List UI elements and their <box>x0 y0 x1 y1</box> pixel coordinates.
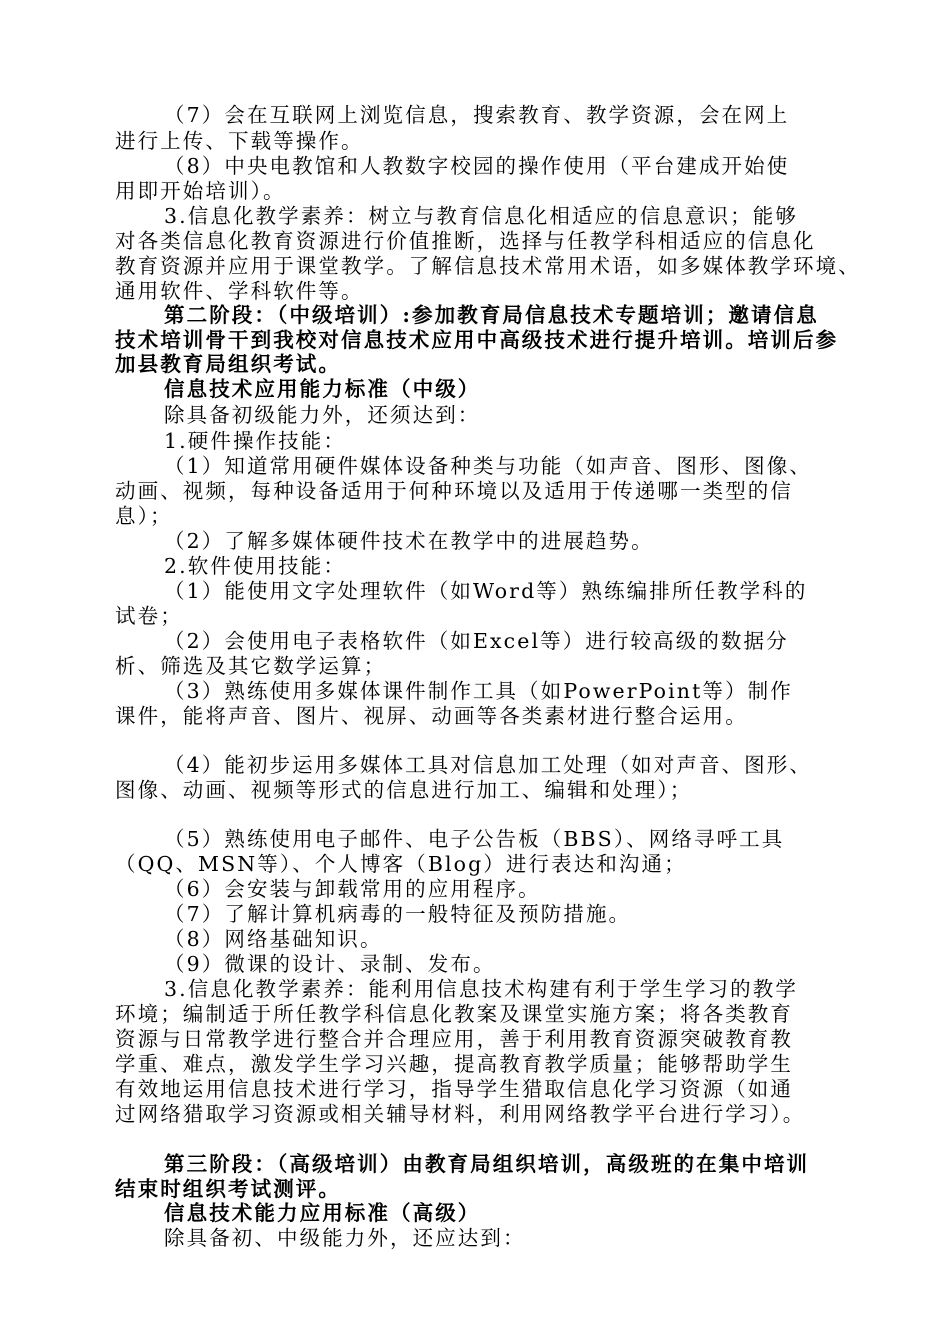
paragraph-line: （8）中央电教馆和人教数字校园的操作使用（平台建成开始使 <box>164 154 790 178</box>
section-heading-line: 第三阶段：（高级培训）由教育局组织培训，高级班的在集中培训 <box>164 1152 810 1176</box>
paragraph-line: 除具备初、中级能力外，还应达到： <box>164 1226 526 1250</box>
paragraph-line: 通用软件、学科软件等。 <box>115 279 364 303</box>
paragraph-line: （7）会在互联网上浏览信息，搜索教育、教学资源，会在网上 <box>164 103 790 127</box>
paragraph-line: （3）熟练使用多媒体课件制作工具（如PowerPoint等）制作 <box>164 679 793 703</box>
paragraph-line: 学重、难点，激发学生学习兴趣，提高教育教学质量；能够帮助学生 <box>115 1052 793 1076</box>
paragraph-line: 息）； <box>115 504 173 528</box>
paragraph-line: 资源与日常教学进行整合并合理应用，善于利用教育资源突破教育教 <box>115 1027 793 1051</box>
section-heading-line: 结束时组织考试测评。 <box>115 1177 341 1201</box>
paragraph-line: （QQ、MSN等）、个人博客（Blog）进行表达和沟通； <box>115 852 687 876</box>
paragraph-line: 有效地运用信息技术进行学习，指导学生猎取信息化学习资源（如通 <box>115 1077 793 1101</box>
paragraph-line: 进行上传、下载等操作。 <box>115 129 364 153</box>
paragraph-line: 教育资源并应用于课堂教学。了解信息技术常用术语，如多媒体教学环境、 <box>115 254 861 278</box>
paragraph-line: （2）了解多媒体硬件技术在教学中的进展趋势。 <box>164 529 654 553</box>
paragraph-line: 3.信息化教学素养：能利用信息技术构建有利于学生学习的教学 <box>164 977 798 1001</box>
paragraph-line: （8）网络基础知识。 <box>164 927 383 951</box>
paragraph-line: 课件，能将声音、图片、视屏、动画等各类素材进行整合运用。 <box>115 704 748 728</box>
paragraph-line: 环境；编制适于所任教学科信息化教案及课堂实施方案；将各类教育 <box>115 1002 793 1026</box>
paragraph-line: （1）知道常用硬件媒体设备种类与功能（如声音、图形、图像、 <box>164 454 812 478</box>
paragraph-line: 过网络猎取学习资源或相关辅导材料，利用网络教学平台进行学习）。 <box>115 1102 806 1126</box>
standard-heading: 信息技术能力应用标准（高级） <box>164 1201 481 1225</box>
standard-heading: 信息技术应用能力标准（中级） <box>164 377 481 401</box>
paragraph-line: 1.硬件操作技能： <box>164 429 346 453</box>
paragraph-line: 用即开始培训）。 <box>115 179 286 203</box>
paragraph-line: 试卷； <box>115 604 183 628</box>
paragraph-line: 对各类信息化教育资源进行价值推断，选择与任教学科相适应的信息化 <box>115 229 816 253</box>
section-heading-line: 加县教育局组织考试。 <box>115 352 341 376</box>
paragraph-line: 析、筛选及其它数学运算； <box>115 654 387 678</box>
paragraph-line: （7）了解计算机病毒的一般特征及预防措施。 <box>164 902 632 926</box>
section-heading-line: 技术培训骨干到我校对信息技术应用中高级技术进行提升培训。培训后参 <box>115 328 839 352</box>
section-heading-line: 第二阶段：（中级培训）:参加教育局信息技术专题培训；邀请信息 <box>164 303 819 327</box>
paragraph-line: 除具备初级能力外，还须达到： <box>164 403 481 427</box>
paragraph-line: （1）能使用文字处理软件（如Word等）熟练编排所任教学科的 <box>164 579 808 603</box>
paragraph-line: （9）微课的设计、录制、发布。 <box>164 952 496 976</box>
paragraph-line: （2）会使用电子表格软件（如Excel等）进行较高级的数据分 <box>164 629 789 653</box>
paragraph-line: 图像、动画、视频等形式的信息进行加工、编辑和处理）； <box>115 778 693 802</box>
paragraph-line: 动画、视频，每种设备适用于何种环境以及适用于传递哪一类型的信 <box>115 479 793 503</box>
paragraph-line: （4）能初步运用多媒体工具对信息加工处理（如对声音、图形、 <box>164 753 812 777</box>
paragraph-line: （6）会安装与卸载常用的应用程序。 <box>164 877 541 901</box>
paragraph-line: 2.软件使用技能： <box>164 554 346 578</box>
paragraph-line: （5）熟练使用电子邮件、电子公告板（BBS）、网络寻呼工具 <box>164 827 785 851</box>
paragraph-line: 3.信息化教学素养：树立与教育信息化相适应的信息意识；能够 <box>164 204 798 228</box>
